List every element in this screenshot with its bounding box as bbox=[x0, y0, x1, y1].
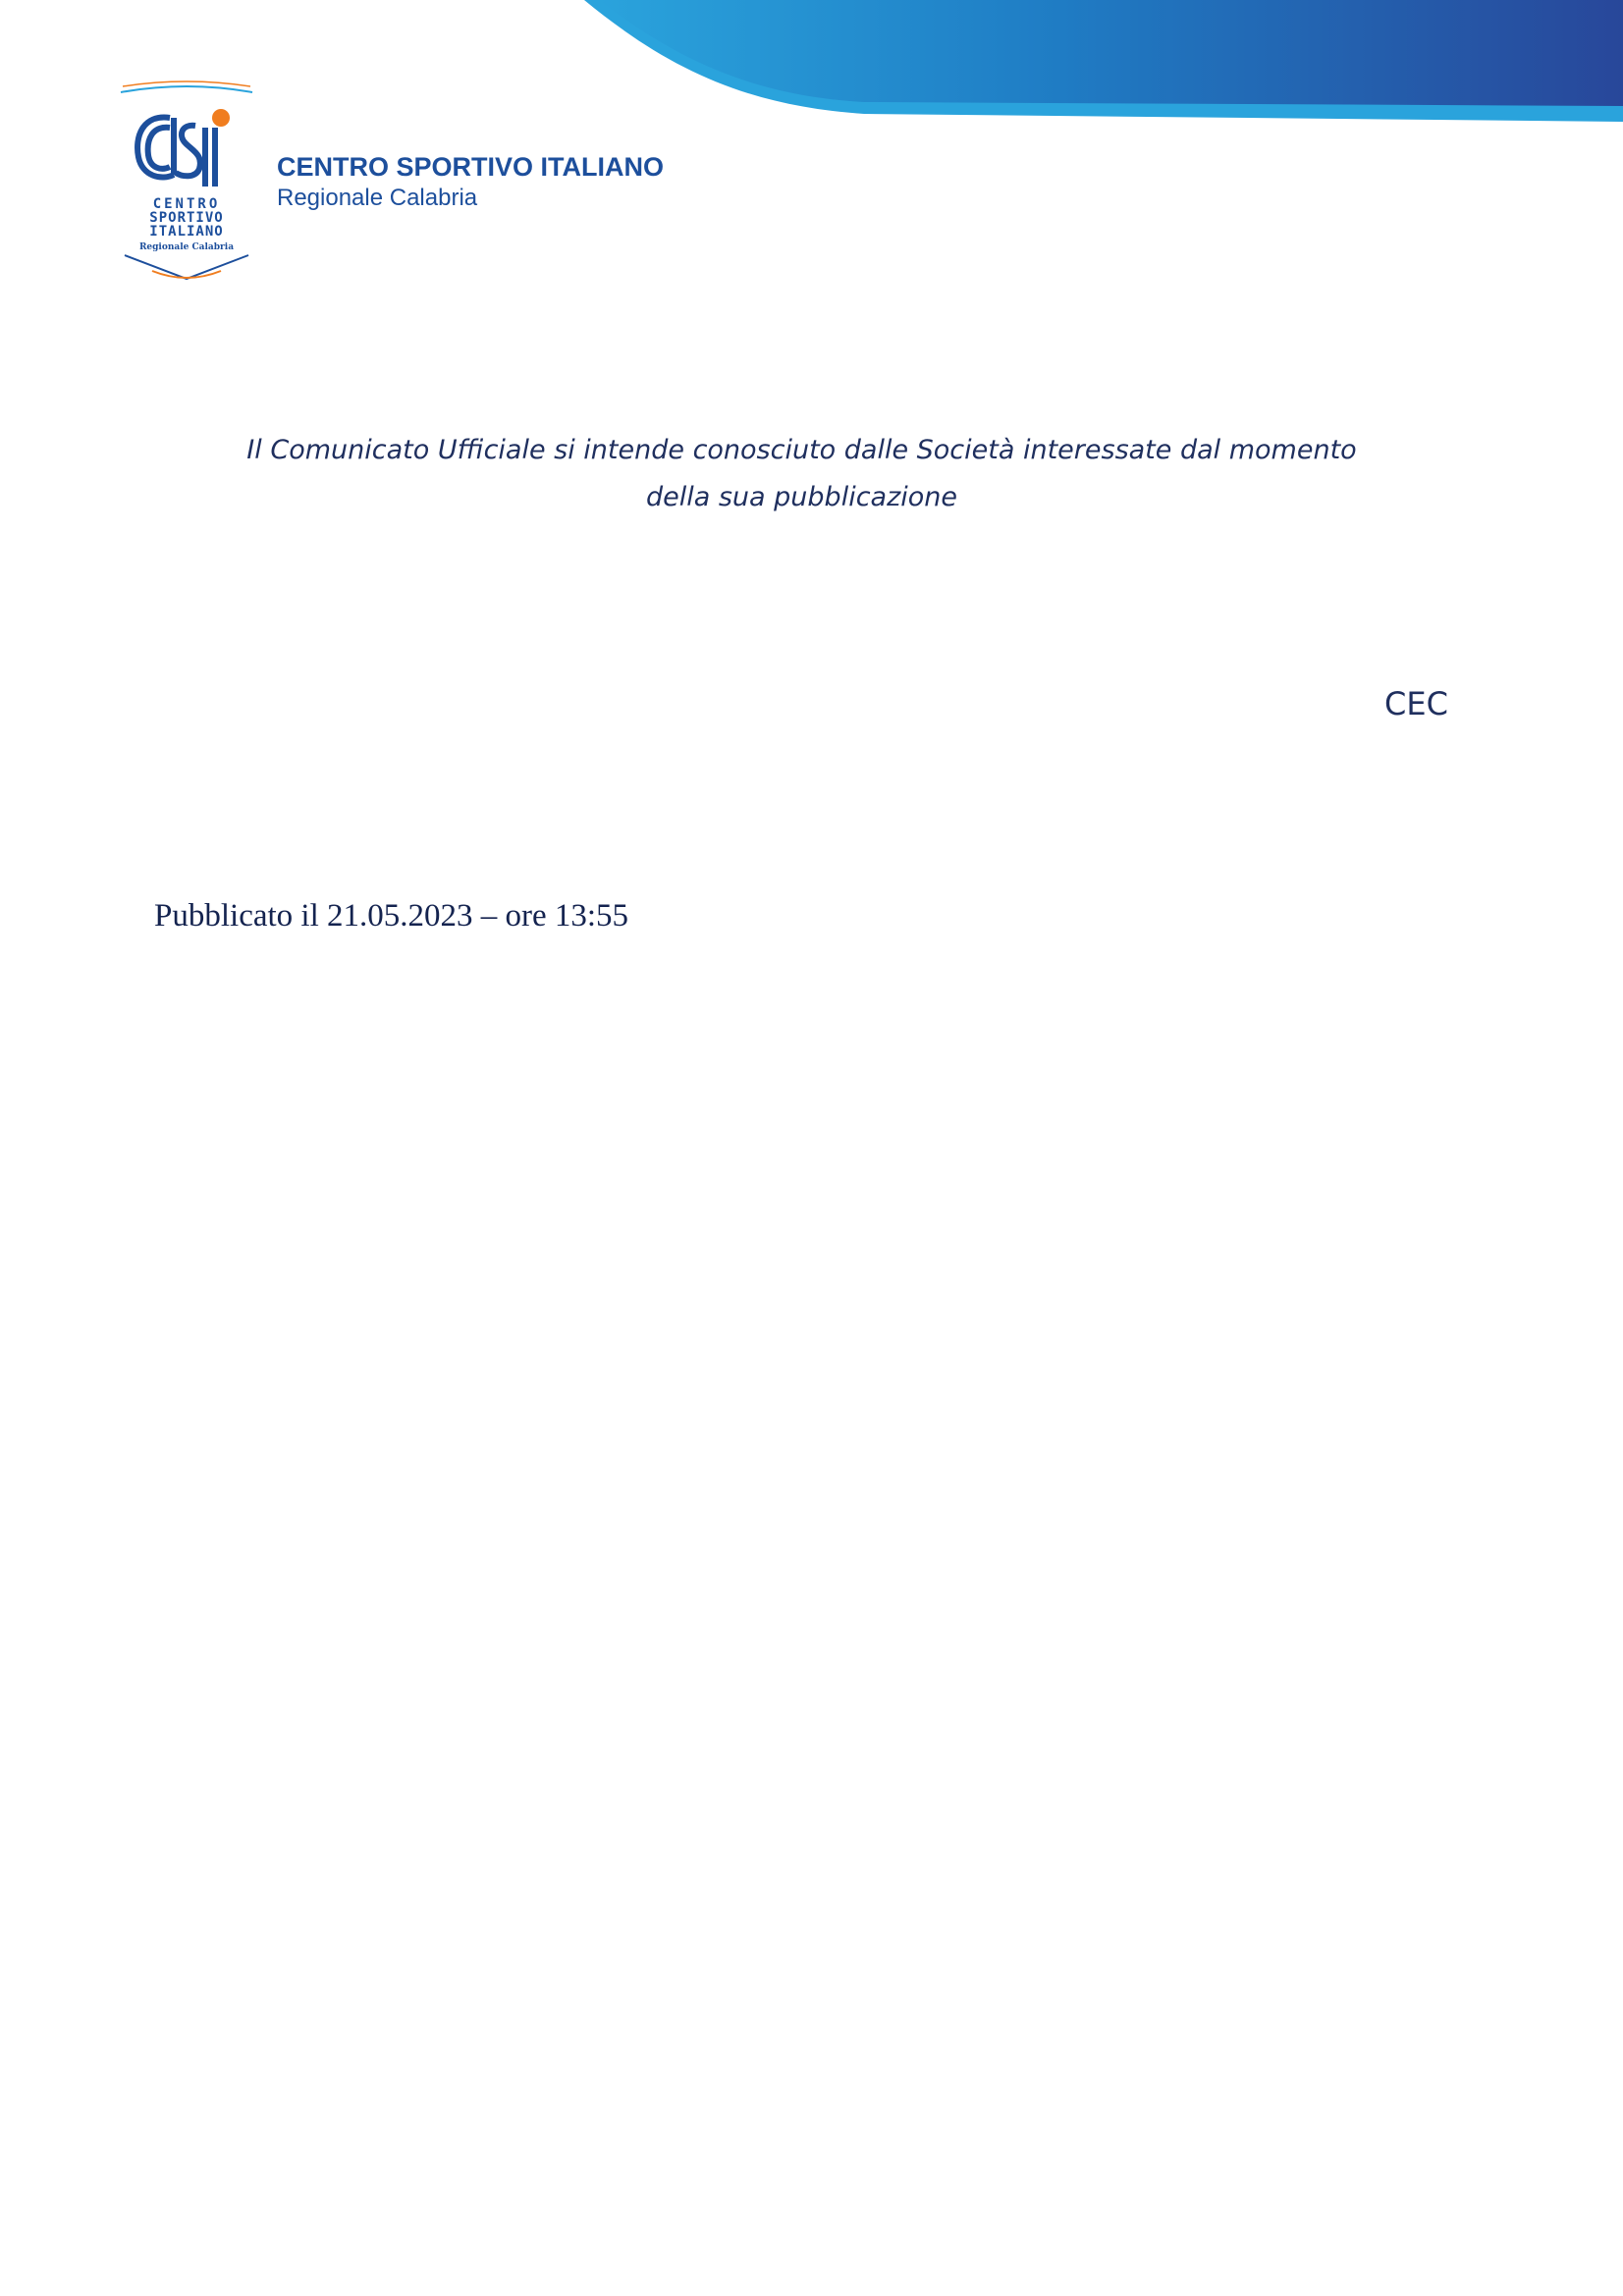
brand-header bbox=[277, 152, 729, 221]
brand-subtitle: Regionale Calabria bbox=[277, 185, 478, 211]
notice-line-1: Il Comunicato Ufficiale si intende conosciuto dalle Società interessate dal momento bbox=[246, 435, 1357, 465]
logo-text-line1: CENTRO bbox=[152, 196, 221, 212]
logo-text-line4: Regionale Calabria bbox=[138, 242, 235, 252]
publication-date: Pubblicato il 21.05.2023 – ore 13:55 bbox=[154, 898, 629, 934]
logo-text-line3: ITALIANO bbox=[149, 224, 224, 240]
signature: CEC bbox=[1384, 685, 1448, 722]
brand-name: CENTRO SPORTIVO ITALIANO bbox=[277, 152, 665, 182]
logo-text-line2: SPORTIVO bbox=[149, 210, 224, 226]
notice-line-2: della sua pubblicazione bbox=[645, 482, 958, 512]
official-notice bbox=[167, 427, 1436, 521]
csi-logo bbox=[113, 79, 260, 285]
csi-emblem-icon bbox=[113, 79, 260, 285]
